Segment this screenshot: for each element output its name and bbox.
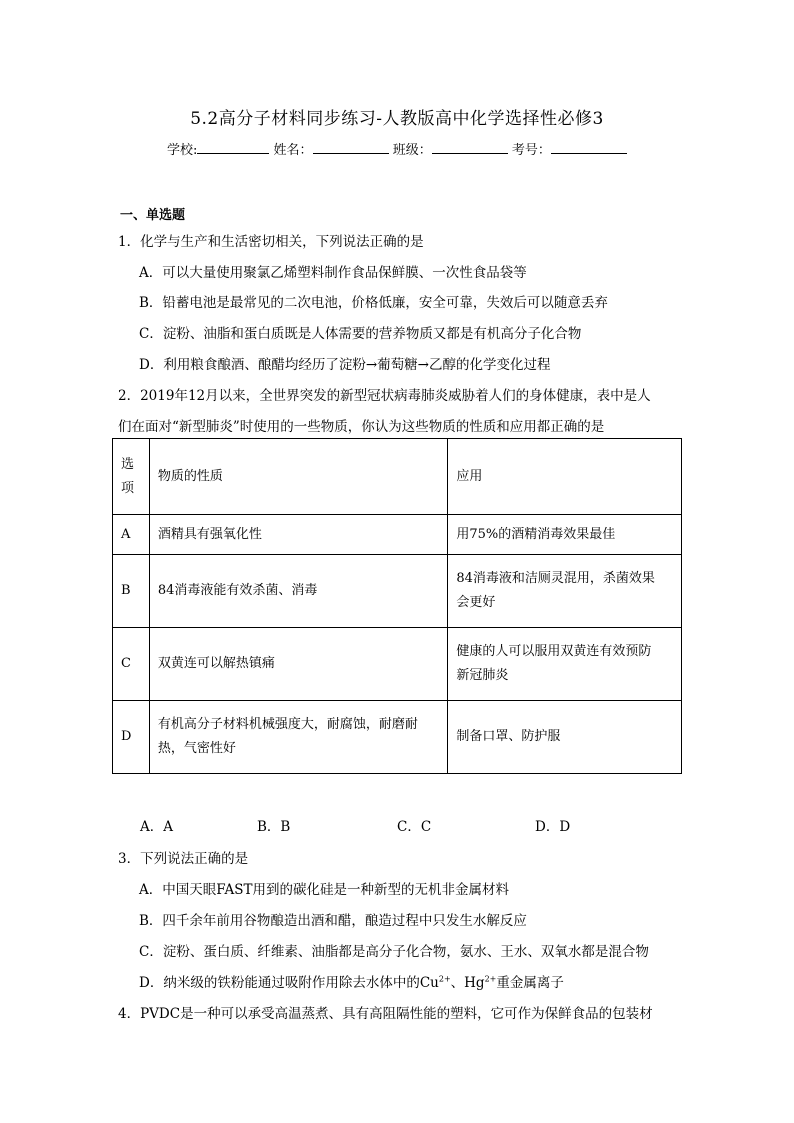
table-row [113, 628, 682, 701]
class-label: 班级： [392, 143, 432, 158]
exam-no-blank[interactable] [551, 141, 627, 154]
name-blank[interactable] [313, 141, 389, 154]
row-property: 84消毒液能有效杀菌、消毒 [149, 555, 447, 628]
section-heading: 一、单选题 [120, 208, 186, 223]
row-property: 酒精具有强氧化性 [149, 515, 447, 555]
question-3-option-b: B．四千余年前用谷物酿造出酒和醋，酿造过程中只发生水解反应 [139, 913, 527, 929]
question-2-stem-line-1: 2．2019年12月以来，全世界突发的新型冠状病毒肺炎威胁着人们的身体健康，表中是人 [118, 388, 651, 404]
row-property: 双黄连可以解热镇痛 [149, 628, 447, 701]
row-key: D [113, 701, 150, 774]
question-1-option-b: B．铅蓄电池是最常见的二次电池，价格低廉，安全可靠，失效后可以随意丢弃 [139, 295, 608, 311]
header-application: 应用 [448, 439, 682, 515]
question-3-option-d: D．纳米级的铁粉能通过吸附作用除去水体中的$Cu^{2+}$、$Hg^{2+}$重金属离子 [139, 974, 564, 991]
table-header-row [113, 439, 682, 515]
question-1-stem: 1．化学与生产和生活密切相关，下列说法正确的是 [118, 234, 424, 250]
school-blank[interactable] [197, 141, 269, 154]
row-application: 健康的人可以服用双黄连有效预防 新冠肺炎 [448, 628, 682, 701]
row-key: B [113, 555, 150, 628]
row-application: 用75%的酒精消毒效果最佳 [448, 515, 682, 555]
exam-no-label: 考号： [511, 143, 551, 158]
question-2-answer-a: A．A [140, 819, 173, 835]
properties-table [112, 438, 682, 774]
page-title: 5.2高分子材料同步练习-人教版高中化学选择性必修3 [190, 109, 604, 129]
row-property: 有机高分子材料机械强度大，耐腐蚀，耐磨耐 热，气密性好 [149, 701, 447, 774]
question-1-option-a: A．可以大量使用聚氯乙烯塑料制作食品保鲜膜、一次性食品袋等 [139, 265, 527, 281]
header-option: 选 项 [113, 439, 150, 515]
table-row [113, 701, 682, 774]
question-3-option-c: C．淀粉、蛋白质、纤维素、油脂都是高分子化合物，氨水、王水、双氧水都是混合物 [139, 944, 649, 960]
table-row [113, 515, 682, 555]
question-3-option-a: A．中国天眼FAST用到的碳化硅是一种新型的无机非金属材料 [139, 882, 509, 898]
question-4-stem: 4．PVDC是一种可以承受高温蒸煮、具有高阻隔性能的塑料，它可作为保鲜食品的包装材 [118, 1006, 653, 1022]
row-key: C [113, 628, 150, 701]
row-application: 84消毒液和洁厕灵混用，杀菌效果 会更好 [448, 555, 682, 628]
question-2-answer-d: D．D [535, 819, 571, 835]
name-label: 姓名： [273, 143, 313, 158]
question-1-option-d: D．利用粮食酿酒、酿醋均经历了淀粉→葡萄糖→乙醇的化学变化过程 [139, 357, 551, 373]
question-2-answer-c: C．C [397, 819, 432, 835]
question-2-stem-line-2: 们在面对“新型肺炎”时使用的一些物质，你认为这些物质的性质和应用都正确的是 [118, 419, 605, 435]
question-1-option-c: C．淀粉、油脂和蛋白质既是人体需要的营养物质又都是有机高分子化合物 [139, 326, 582, 342]
question-2-answer-b: B．B [257, 819, 291, 835]
student-info-line [167, 139, 627, 158]
table-row [113, 555, 682, 628]
row-key: A [113, 515, 150, 555]
class-blank[interactable] [432, 141, 508, 154]
question-3-stem: 3．下列说法正确的是 [118, 851, 249, 867]
school-label: 学校: [167, 143, 198, 158]
row-application: 制备口罩、防护服 [448, 701, 682, 774]
header-property: 物质的性质 [149, 439, 447, 515]
